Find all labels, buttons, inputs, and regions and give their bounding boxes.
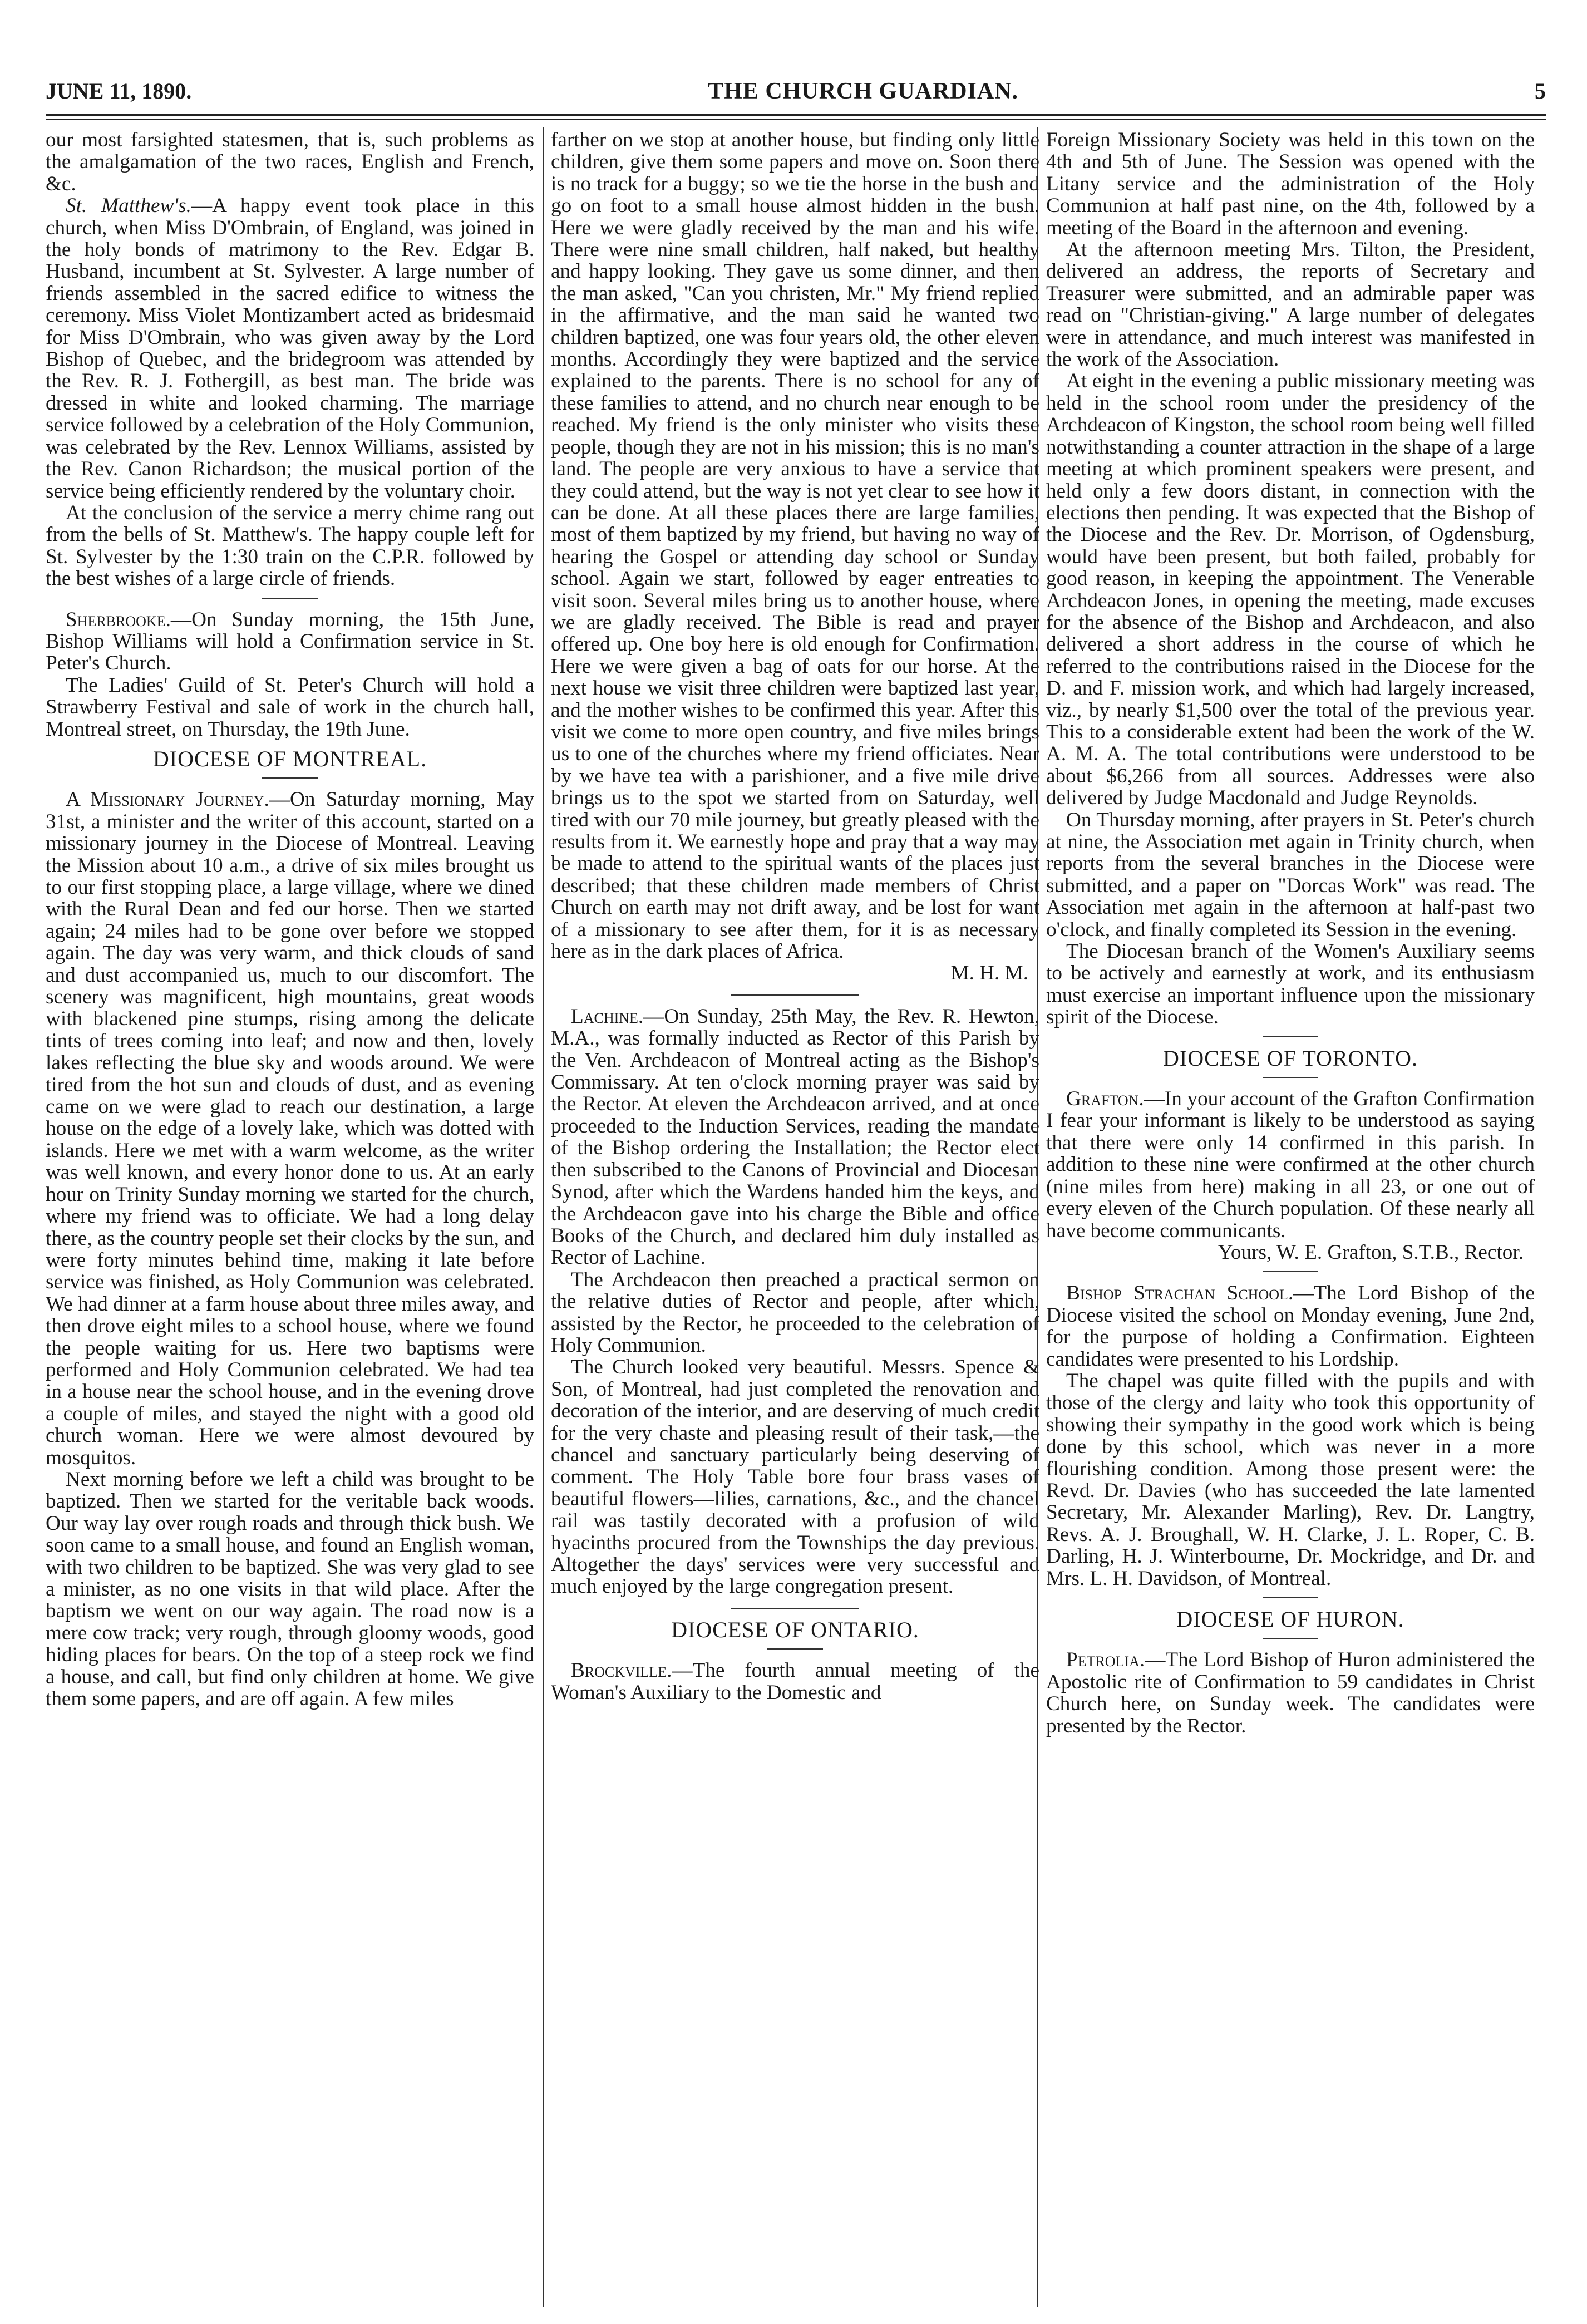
- article-paragraph: On Thursday morning, after prayers in St. Peter's church at nine, the Association met again in Trinity church, when reports from the several branches in the Diocese were submitted, and a paper on "Dorcas Work" was read. The Association met again in the afternoon at half-past two o'clock, and finally completed its Session in the evening.: [1046, 808, 1535, 941]
- article-lead: Petrolia.: [1066, 1648, 1145, 1672]
- article-text: —On Sunday, 25th May, the Rev. R. Hewton, M.A., was formally inducted as Rector of this Parish by the Ven. Archdeacon of Montreal acting as the Bishop's Commissary. At ten o'clock morning prayer was said by the Rector. At eleven the Archdeacon arrived, and at once proceeded to the Induction Services, reading the mandate of the Bishop ordering the Installation; the Rector elect then subscribed to the Canons of Provincial and Diocesan Synod, after which the Wardens handed him the keys, and the Archdeacon gave into his charge the Bible and office Books of the Church, and declared him duly installed as Rector of Lachine.: [551, 1005, 1039, 1269]
- issue-date: JUNE 11, 1890.: [46, 78, 192, 104]
- article-paragraph: [46, 609, 534, 674]
- article-paragraph: [46, 789, 534, 1469]
- article-paragraph: The Church looked very beautiful. Messrs. Spence & Son, of Montreal, had just completed the renovation and decoration of the interior, and are deserving of much credit for the very chaste and pleasing result of their task,—the chancel and sanctuary particularly being deserving of comment. The Holy Table bore four brass vases of beautiful flowers—lilies, carnations, &c., and the chancel rail was tastily decorated with a profusion of wild hyacinths procured from the Townships the day previous. Altogether the days' services were very successful and much enjoyed by the large congregation present.: [551, 1356, 1039, 1598]
- article-paragraph: At eight in the evening a public missionary meeting was held in the school room under the presidency of the Archdeacon of Kingston, the school room being well filled notwithstanding a counter attraction in the shape of a large meeting at which prominent speakers were present, and held only a few doors distant, in connection with the elections then pending. It was expected that the Bishop of the Diocese and the Rev. Dr. Morrison, of Ogdensburg, would have been present, but both failed, probably for good reason, in keeping the appointment. The Venerable Archdeacon Jones, in opening the meeting, made excuses for the absence of the Bishop and Archdeacon, and also delivered a short address in the course of which he referred to the contributions raised in the Diocese for the D. and F. mission work, and which had largely increased, viz., by nearly $1,500 over the total of the previous year. This to a considerable extent had been the work of the W. A. M. A. The total contributions were understood to be about $6,266 from all sources. Addresses were also delivered by Judge Macdonald and Judge Reynolds.: [1046, 370, 1535, 810]
- article-signature: M. H. M.: [950, 962, 1028, 985]
- article-paragraph: [551, 1006, 1039, 1269]
- article-lead: Bishop Strachan School.: [1066, 1282, 1294, 1305]
- article-paragraph: our most farsighted statesmen, that is, such problems as the amalgamation of the two races, English and French, &c.: [46, 129, 534, 195]
- article-paragraph: Next morning before we left a child was brought to be baptized. Then we started for the veritable back woods. Our way lay over rough roads and through thick bush. We soon came to a small house, and found an English woman, with two children to be baptized. She was very glad to see a minister, as no one visits in that wild place. After the baptism we went on our way again. The road now is a mere cow track; very rough, through gloomy woods, good hiding places for bears. On the top of a steep rock we find a house, and call, but find only children at home. We give them some papers, and are off again. A few miles: [46, 1468, 534, 1711]
- article-separator: [1263, 1036, 1318, 1037]
- article-separator: [731, 994, 859, 996]
- article-lead: Lachine.: [571, 1005, 644, 1028]
- masthead: [46, 78, 1546, 111]
- column-2: [551, 129, 1039, 2305]
- masthead-rule-thin: [46, 119, 1546, 120]
- article-paragraph: At the conclusion of the service a merry chime rang out from the bells of St. Matthew's. The happy couple left for St. Sylvester by the 1:30 train on the C.P.R. followed by the best wishes of a large circle of friends.: [46, 501, 534, 590]
- article-text: —The Lord Bishop of Huron administered the Apostolic rite of Confirmation to 59 candidates in Christ Church here, on Sunday week. The candidates were presented by the Rector.: [1046, 1648, 1535, 1737]
- article-paragraph: The Diocesan branch of the Women's Auxiliary seems to be actively and earnestly at work, and its enthusiasm must exercise an important influence upon the missionary spirit of the Diocese.: [1046, 940, 1535, 1029]
- article-separator: [1263, 1597, 1318, 1598]
- article-lead: Grafton.: [1066, 1087, 1144, 1111]
- article-separator: [262, 598, 318, 599]
- article-text: —The fourth annual meeting of the Woman's Auxiliary to the Domestic and: [551, 1659, 1039, 1704]
- article-paragraph: [1046, 1282, 1535, 1370]
- article-paragraph: [551, 1660, 1039, 1703]
- article-lead: Sherbrooke.: [66, 608, 171, 631]
- article-lead: St. Matthew's.: [66, 194, 191, 218]
- article-text: —The Lord Bishop of the Diocese visited the school on Monday evening, June 2nd, for the purpose of holding a Confirmation. Eighteen candidates were presented to his Lordship.: [1046, 1282, 1535, 1371]
- article-paragraph: The Ladies' Guild of St. Peter's Church will hold a Strawberry Festival and sale of work in the church hall, Montreal street, on Thursday, the 19th June.: [46, 673, 534, 741]
- article-paragraph: [1046, 1088, 1535, 1242]
- newspaper-title: THE CHURCH GUARDIAN.: [708, 78, 1019, 104]
- article-paragraph: The chapel was quite filled with the pupils and with those of the clergy and laity who took this opportunity of showing their sympathy in the good work which is being done by this school, which was never in a more flourishing condition. Among those present were: the Revd. Dr. Davies (who has succeeded the late lamented Secretary, Mr. Alexander Marling), Rev. Dr. Langtry, Revs. A. J. Broughall, W. H. Clarke, J. L. Roper, C. B. Darling, H. J. Winterbourne, Dr. Mockridge, and Dr. and Mrs. L. H. Davidson, of Montreal.: [1046, 1369, 1535, 1590]
- section-heading: DIOCESE OF HURON.: [1176, 1607, 1404, 1632]
- column-1: [46, 129, 534, 2305]
- heading-rule: [1263, 1077, 1318, 1078]
- heading-rule: [767, 1648, 823, 1650]
- masthead-rule: [46, 114, 1546, 116]
- heading-rule: [1263, 1638, 1318, 1639]
- article-text: —A happy event took place in this church, when Miss D'Ombrain, of England, was joined in the holy bonds of matrimony to the Rev. Edgar B. Husband, incumbent at St. Sylvester. A large number of friends assembled in the sacred edifice to witness the ceremony. Miss Violet Montizambert acted as bridesmaid for Miss D'Ombrain, who was given away by the Lord Bishop of Quebec, and the bridegroom was attended by the Rev. R. J. Fothergill, as best man. The bride was dressed in white and looked charming. The marriage service followed by a celebration of the Holy Communion, was celebrated by the Rev. Lennox Williams, assisted by the Rev. Canon Richardson; the musical portion of the service being efficiently rendered by the voluntary choir.: [46, 194, 534, 503]
- article-text: —On Saturday morning, May 31st, a minister and the writer of this account, started on a missionary journey in the Diocese of Montreal. Leaving the Mission about 10 a.m., a drive of six miles brought us to our first stopping place, a large village, where we dined with the Rural Dean and fed our horse. Then we started again; 24 miles had to be gone over before we stopped again. The day was very warm, and thick clouds of sand and dust accompanied us, much to our discomfort. The scenery was magnificent, high mountains, great woods with blackened pine stumps, rising among the delicate tints of trees coming into leaf; and now and then, lovely lakes reflecting the blue sky and woods around. We were tired from the hot sun and clouds of dust, and as evening came on we were glad to reach our destination, a large house on the edge of a lovely lake, which was dotted with islands. Here we met with a warm welcome, as the writer was well known, and every honor done to us. At an early hour on Trinity Sunday morning we started for the church, where my friend was to officiate. We had a long delay there, as the country people set their clocks by the sun, and were forty minutes behind time, making it late before service was finished, as Holy Communion was celebrated. We had dinner at a farm house about three miles away, and then drove eight miles to a school house, where we found the people waiting for us. Here two baptisms were performed and Holy Communion celebrated. We had tea in a house near the school house, and in the evening drove a couple of miles, and stayed the night with a good old church woman. Here we were almost devoured by mosquitos.: [46, 788, 534, 1469]
- article-lead: Brockville.: [571, 1659, 672, 1682]
- article-paragraph: farther on we stop at another house, but finding only little children, give them some papers and move on. Soon there is no track for a buggy; so we tie the horse in the bush and go on foot to a small house almost hidden in the bush. Here we were gladly received by the man and his wife. There were nine small children, half naked, but healthy and happy looking. They gave us some dinner, and then the man asked, "Can you christen, Mr." My friend replied in the affirmative, and the man said he wanted two children baptized, one was four years old, the other eleven months. Accordingly they were baptized and the service explained to the parents. There is no school for any of these families to attend, and no church near enough to be reached. My friend is the only minister who visits these people, though they are not in his mission; this is no man's land. The people are very anxious to have a service that they could attend, but the way is not yet clear to see how it can be done. At all these places there are large families, most of them baptized by my friend, but having no way of hearing the Gospel or attending day school or Sunday school. Again we start, followed by eager entreaties to visit soon. Several miles bring us to another house, where we are gladly received. The Bible is read and prayer offered up. One boy here is old enough for Confirmation. Here we were given a bag of oats for our horse. At the next house we visit three children were baptized last year, and the mother wishes to be confirmed this year. After this visit we come to more open country, and five miles brings us to one of the churches where my friend officiates. Near by we have tea with a parishioner, and a five mile drive brings us to the spot we started from on Saturday, well tired with our 70 mile journey, but greatly pleased with the results from it. We earnestly hope and pray that a way may be made to attend to the spiritual wants of the places just described; that these children made members of Christ Church on earth may not drift away, and be lost for want of a missionary to see after them, for it is as necessary here as in the dark places of Africa.: [551, 129, 1039, 963]
- column-3: [1046, 129, 1535, 2305]
- article-separator: [1263, 1271, 1318, 1272]
- article-paragraph: At the afternoon meeting Mrs. Tilton, the President, delivered an address, the reports of Secretary and Treasurer were submitted, and an admirable paper was read on "Christian-giving." A large number of delegates were in attendance, and much interest was manifested in the work of the Association.: [1046, 238, 1535, 371]
- section-heading: DIOCESE OF ONTARIO.: [671, 1617, 919, 1642]
- article-paragraph: The Archdeacon then preached a practical sermon on the relative duties of Rector and people, after which, assisted by the Rector, he proceeded to the celebration of Holy Communion.: [551, 1268, 1039, 1357]
- heading-rule: [262, 777, 318, 779]
- article-paragraph: Foreign Missionary Society was held in this town on the 4th and 5th of June. The Session was opened with the Litany service and the administration of the Holy Communion at half past nine, on the 4th, followed by a meeting of the Board in the afternoon and evening.: [1046, 129, 1535, 239]
- article-lead: A Missionary Journey.: [66, 788, 269, 811]
- article-separator: [731, 1608, 859, 1609]
- article-text: —In your account of the Grafton Confirmation I fear your informant is likely to be understood as saying that there were only 14 confirmed in this parish. In addition to these nine were confirmed at the other church (nine miles from here) making in all 23, or one out of every eleven of the Church population. Of these nearly all have become communicants.: [1046, 1087, 1535, 1242]
- article-signature: Yours, W. E. Grafton, S.T.B., Rector.: [1218, 1240, 1524, 1264]
- article-paragraph: [1046, 1649, 1535, 1737]
- article-paragraph: [46, 195, 534, 502]
- column-divider-1: [543, 127, 544, 2307]
- article-text: —On Sunday morning, the 15th June, Bishop Williams will hold a Confirmation service in St. Peter's Church.: [46, 608, 534, 675]
- section-heading: DIOCESE OF TORONTO.: [1163, 1045, 1418, 1071]
- page-number: 5: [1534, 78, 1546, 104]
- section-heading: DIOCESE OF MONTREAL.: [152, 746, 427, 771]
